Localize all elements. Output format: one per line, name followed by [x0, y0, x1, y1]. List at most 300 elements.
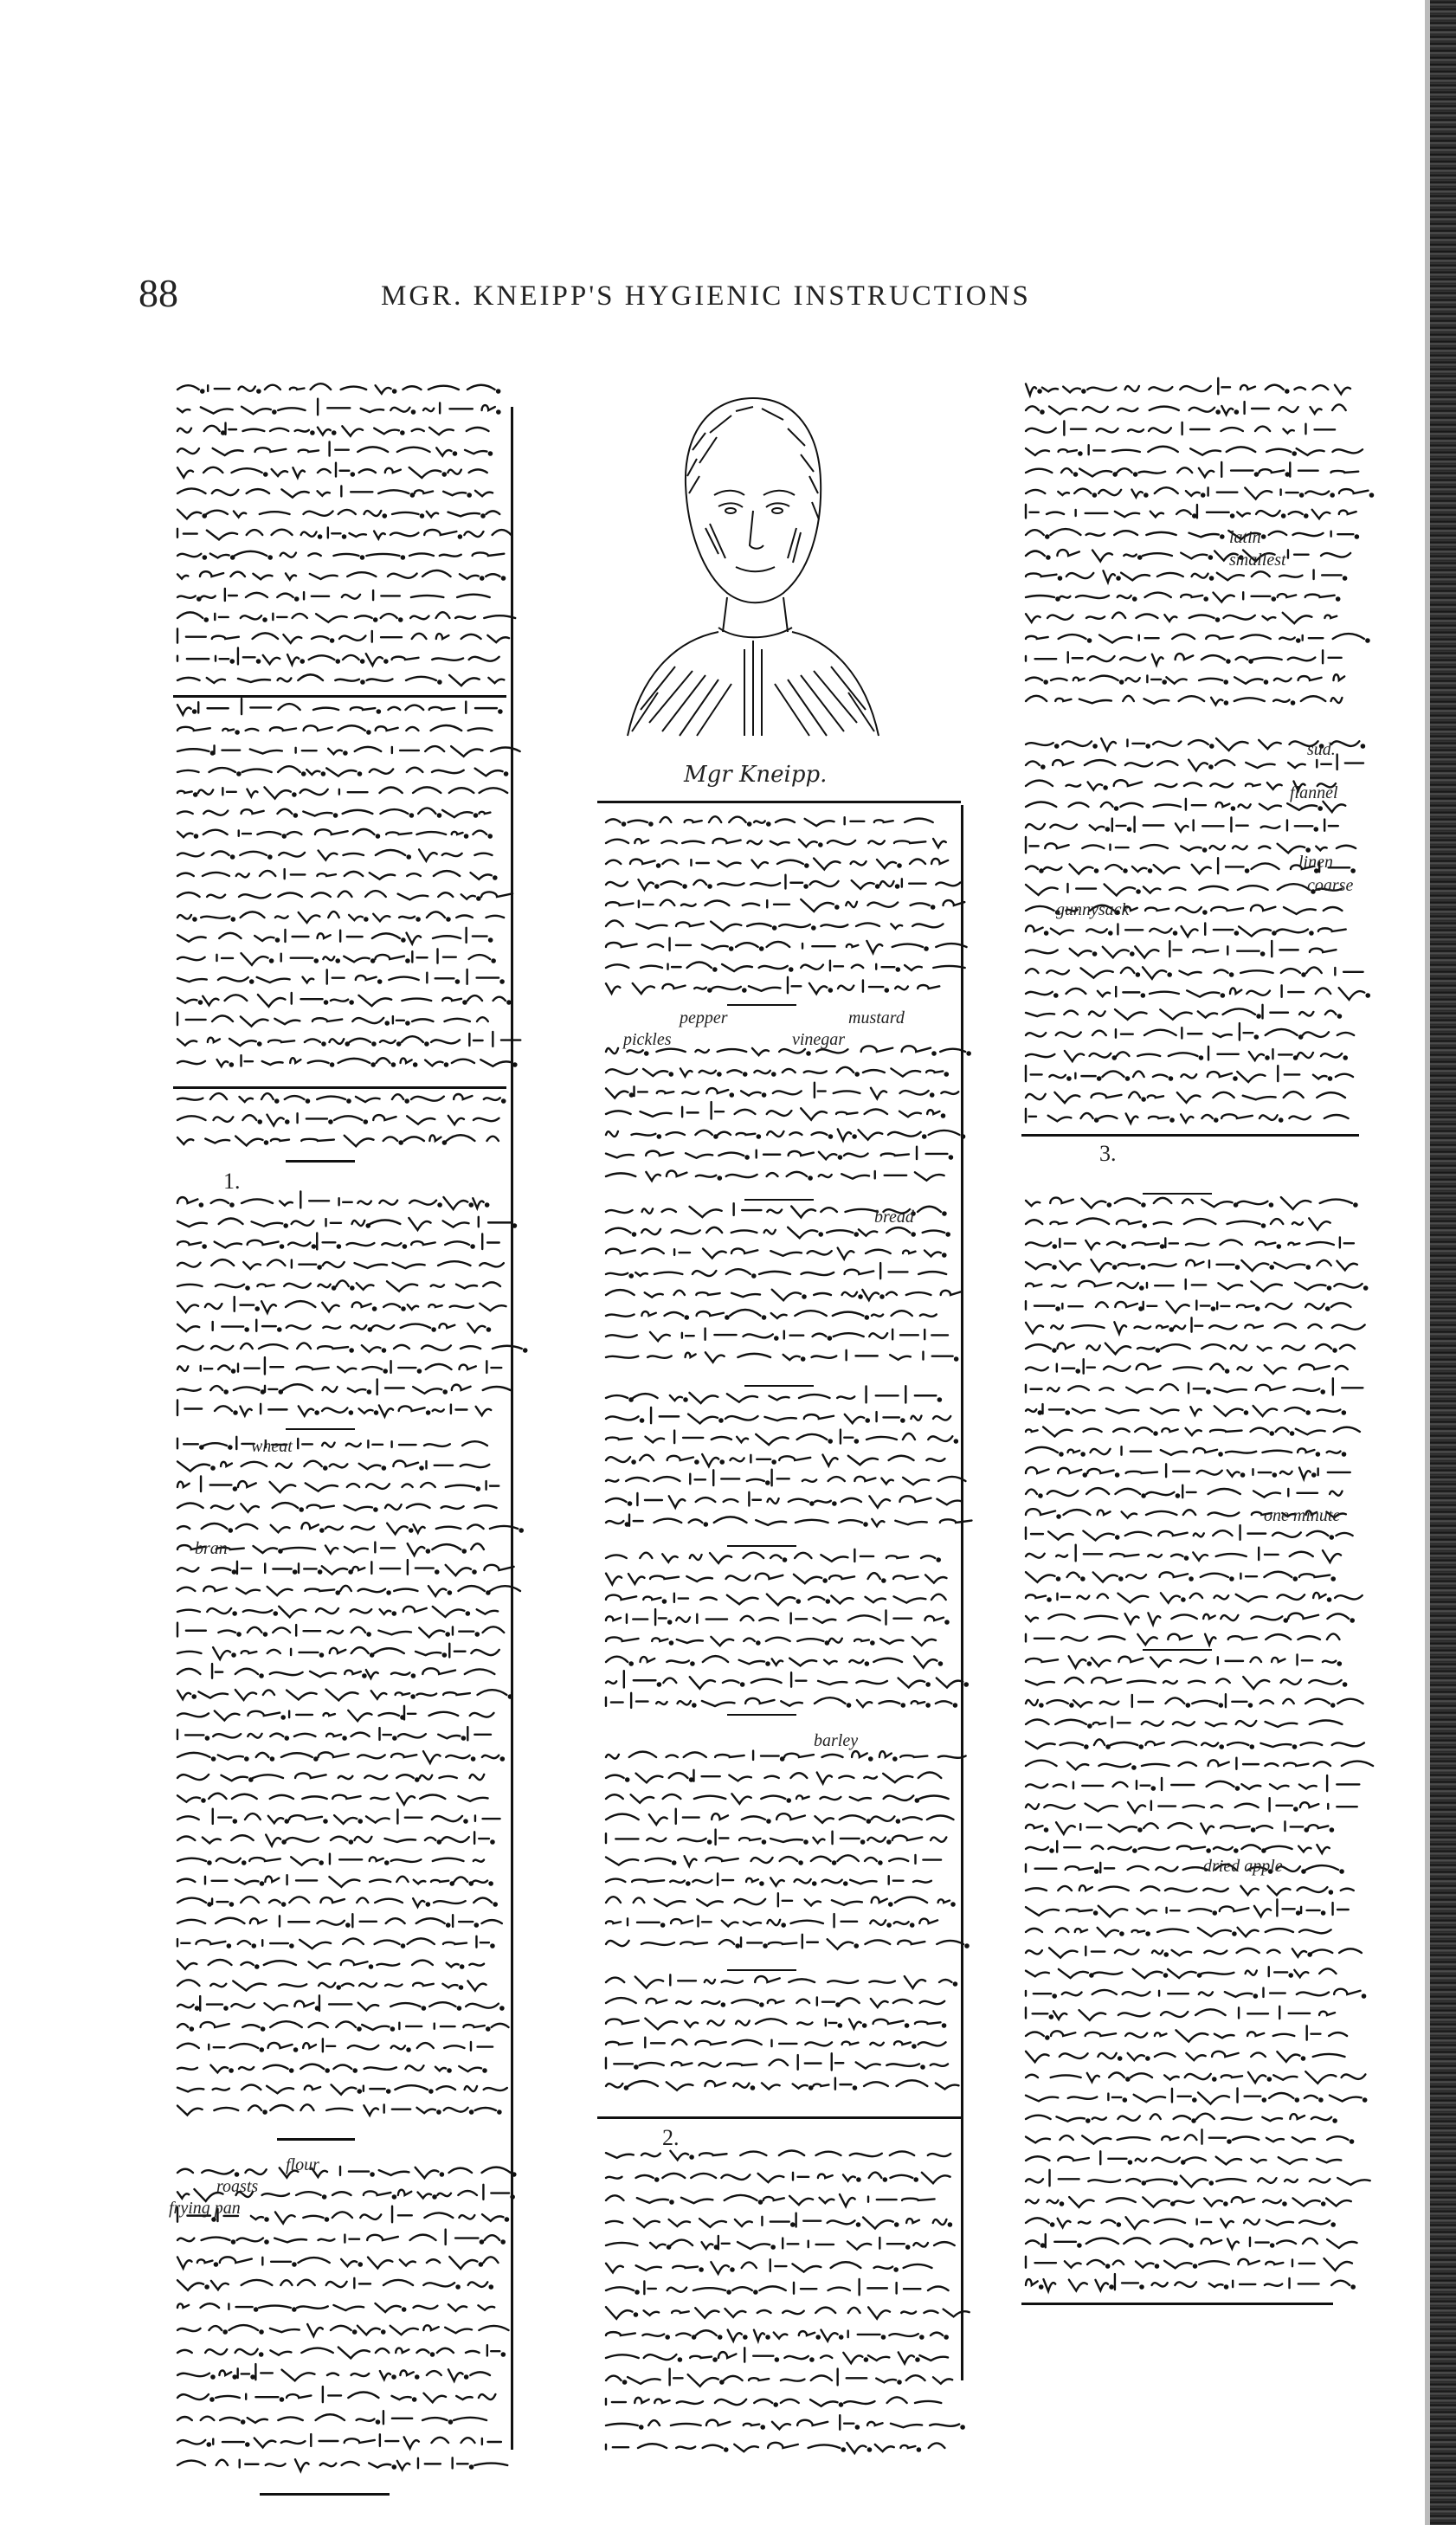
shorthand-stroke	[1154, 805, 1181, 807]
shorthand-stroke	[851, 861, 867, 865]
shorthand-stroke	[474, 1118, 499, 1121]
shorthand-stroke	[1299, 1012, 1313, 1016]
shorthand-stroke	[273, 1627, 290, 1633]
shorthand-stroke	[1093, 1973, 1122, 1974]
shorthand-stroke	[1116, 987, 1139, 996]
shorthand-stroke	[1044, 2279, 1056, 2291]
shorthand-stroke	[1132, 1930, 1145, 1932]
shorthand-stroke	[1049, 1948, 1077, 1957]
shorthand-stroke	[449, 2168, 473, 2173]
shorthand-stroke	[177, 1346, 203, 1350]
shorthand-stroke	[420, 1795, 445, 1799]
shorthand-stroke	[1053, 760, 1073, 765]
shorthand-stroke	[714, 1517, 747, 1523]
shorthand-stroke	[380, 1609, 391, 1614]
shorthand-dot	[1328, 1286, 1330, 1289]
shorthand-stroke	[372, 933, 400, 938]
shorthand-dot	[507, 1001, 510, 1003]
shorthand-stroke	[1189, 533, 1219, 538]
shorthand-stroke	[385, 1504, 402, 1510]
shorthand-dot	[1203, 911, 1206, 913]
shorthand-dot	[372, 1063, 375, 1066]
shorthand-dot	[752, 1274, 755, 1277]
shorthand-stroke	[888, 1132, 921, 1137]
shorthand-stroke	[1281, 489, 1298, 494]
shorthand-dot	[670, 1072, 673, 1075]
shorthand-stroke	[1238, 1201, 1268, 1204]
shorthand-dot	[1146, 2057, 1149, 2059]
shorthand-dot	[1235, 410, 1238, 413]
shorthand-stroke	[486, 1361, 501, 1373]
shorthand-stroke	[418, 808, 435, 814]
shorthand-stroke	[1132, 1695, 1153, 1707]
shorthand-stroke	[757, 1150, 780, 1158]
shorthand-dot	[1322, 1911, 1324, 1914]
shorthand-stroke	[451, 746, 482, 757]
shorthand-stroke	[231, 1835, 253, 1840]
shorthand-stroke	[1100, 1702, 1118, 1705]
shorthand-stroke	[235, 1879, 258, 1884]
shorthand-stroke	[670, 938, 692, 951]
shorthand-stroke	[784, 1331, 803, 1339]
shorthand-stroke	[1251, 2052, 1266, 2057]
shorthand-stroke	[1310, 949, 1337, 952]
shorthand-stroke	[711, 1637, 733, 1646]
shorthand-stroke	[177, 1775, 209, 1780]
shorthand-stroke	[466, 2351, 480, 2353]
shorthand-stroke	[447, 1963, 459, 1968]
shorthand-stroke	[403, 1607, 427, 1612]
shorthand-stroke	[1074, 489, 1091, 493]
shorthand-stroke	[205, 1139, 229, 1143]
word-mustard: mustard	[848, 1008, 905, 1027]
shorthand-stroke	[1112, 612, 1125, 618]
shorthand-stroke	[1309, 1218, 1330, 1229]
shorthand-stroke	[339, 1198, 352, 1205]
shorthand-dot	[943, 2024, 945, 2026]
shorthand-stroke	[1150, 1657, 1170, 1666]
shorthand-stroke	[889, 1876, 904, 1884]
shorthand-stroke	[792, 2264, 821, 2271]
shorthand-stroke	[1176, 510, 1191, 514]
shorthand-dot	[215, 2263, 217, 2265]
shorthand-stroke	[705, 2081, 725, 2086]
shorthand-stroke	[491, 747, 520, 751]
shorthand-stroke	[416, 2168, 439, 2178]
shorthand-stroke	[624, 1671, 656, 1687]
shorthand-stroke	[1189, 1383, 1205, 1393]
shorthand-stroke	[469, 955, 491, 959]
shorthand-stroke	[606, 2019, 639, 2024]
shorthand-stroke	[781, 1701, 802, 1705]
shorthand-dot	[718, 2335, 721, 2338]
shorthand-stroke	[903, 1478, 929, 1485]
shorthand-dot	[759, 2200, 762, 2203]
shorthand-dot	[1113, 1056, 1116, 1059]
shorthand-stroke	[1270, 1798, 1292, 1811]
shorthand-stroke	[1136, 2159, 1147, 2161]
shorthand-stroke	[390, 2326, 418, 2335]
shorthand-stroke	[913, 2243, 928, 2247]
shorthand-dot	[1245, 1411, 1247, 1414]
shorthand-dot	[1252, 1828, 1254, 1831]
shorthand-stroke	[1069, 1656, 1086, 1667]
shorthand-stroke	[284, 1284, 311, 1288]
shorthand-stroke	[265, 385, 280, 390]
shorthand-dot	[260, 2330, 262, 2333]
shorthand-stroke	[1166, 1464, 1189, 1477]
shorthand-dot	[901, 1419, 904, 1421]
shorthand-dot	[1047, 1598, 1050, 1601]
shorthand-stroke	[177, 1980, 199, 1986]
shorthand-stroke	[670, 2151, 688, 2160]
shorthand-stroke	[1065, 1051, 1084, 1061]
shorthand-stroke	[767, 1594, 795, 1606]
shorthand-stroke	[840, 2415, 854, 2429]
shorthand-stroke	[479, 1217, 512, 1227]
shorthand-stroke	[1316, 988, 1330, 994]
shorthand-stroke	[1279, 2006, 1310, 2019]
shorthand-stroke	[177, 628, 206, 642]
shorthand-stroke	[915, 2021, 941, 2024]
shorthand-stroke	[894, 841, 925, 843]
shorthand-stroke	[397, 448, 430, 452]
shorthand-stroke	[633, 1394, 657, 1398]
shorthand-stroke	[330, 1854, 362, 1865]
shorthand-stroke	[375, 955, 403, 959]
shorthand-dot	[208, 1903, 210, 1905]
shorthand-stroke	[1098, 1636, 1124, 1639]
shorthand-stroke	[1131, 2073, 1152, 2077]
shorthand-dot	[1050, 2015, 1053, 2018]
shorthand-stroke	[1099, 1887, 1129, 1891]
shorthand-stroke	[247, 789, 257, 797]
shorthand-stroke	[374, 1648, 404, 1653]
shorthand-dot	[246, 1286, 248, 1289]
shorthand-stroke	[877, 1412, 899, 1421]
shorthand-stroke	[482, 405, 495, 410]
shorthand-stroke	[1330, 471, 1358, 473]
shorthand-dot	[465, 2375, 467, 2378]
shorthand-stroke	[772, 1659, 783, 1665]
shorthand-dot	[775, 1337, 777, 1339]
shorthand-stroke	[177, 705, 191, 715]
shorthand-stroke	[759, 2286, 785, 2290]
shorthand-stroke	[747, 841, 762, 844]
shorthand-stroke	[941, 1291, 961, 1295]
shorthand-dot	[261, 2027, 264, 2030]
shorthand-stroke	[1264, 1572, 1292, 1577]
shorthand-dot	[1107, 1745, 1110, 1748]
shorthand-dot	[1040, 2285, 1042, 2288]
shorthand-stroke	[764, 1417, 796, 1420]
word-linen: linen	[1298, 853, 1333, 872]
shorthand-dot	[1278, 1245, 1280, 1247]
shorthand-stroke	[177, 978, 207, 982]
shorthand-stroke	[1238, 1928, 1259, 1937]
shorthand-dot	[1329, 1077, 1331, 1079]
shorthand-stroke	[606, 1833, 638, 1843]
shorthand-dot	[1077, 1369, 1079, 1372]
shorthand-dot	[1225, 2285, 1227, 2288]
shorthand-stroke	[1213, 593, 1234, 602]
shorthand-stroke	[903, 1433, 915, 1440]
shorthand-stroke	[300, 1940, 331, 1949]
shorthand-stroke	[1135, 1427, 1152, 1432]
shorthand-dot	[1187, 1704, 1189, 1706]
shorthand-stroke	[461, 1465, 490, 1467]
shorthand-stroke	[669, 1496, 686, 1507]
shorthand-stroke	[850, 1880, 876, 1884]
shorthand-stroke	[1132, 1242, 1158, 1245]
shorthand-stroke	[606, 1069, 637, 1074]
shorthand-stroke	[670, 1395, 682, 1401]
shorthand-stroke	[386, 1918, 405, 1923]
shorthand-stroke	[326, 1734, 341, 1736]
shorthand-stroke	[1183, 1510, 1195, 1515]
shorthand-dot	[854, 1135, 856, 1137]
shorthand-stroke	[606, 1941, 629, 1946]
shorthand-stroke	[789, 1659, 816, 1666]
shorthand-stroke	[1066, 785, 1080, 787]
shorthand-stroke	[1279, 576, 1302, 577]
shorthand-stroke	[685, 1856, 697, 1865]
shorthand-stroke	[351, 1527, 374, 1530]
shorthand-stroke	[374, 531, 385, 539]
shorthand-stroke	[1308, 1825, 1328, 1828]
shorthand-dot	[337, 959, 339, 962]
shorthand-stroke	[273, 614, 287, 620]
shorthand-stroke	[366, 1670, 378, 1678]
shorthand-stroke	[433, 1858, 464, 1861]
shorthand-stroke	[1184, 783, 1202, 786]
shorthand-stroke	[1169, 941, 1182, 957]
shorthand-dot	[320, 1861, 323, 1864]
shorthand-dot	[293, 2308, 295, 2310]
shorthand-stroke	[639, 901, 654, 908]
shorthand-stroke	[933, 839, 946, 847]
shorthand-stroke	[1115, 1198, 1140, 1203]
shorthand-stroke	[809, 1597, 824, 1600]
shorthand-dot	[1202, 493, 1204, 496]
shorthand-dot	[628, 1502, 631, 1504]
shorthand-dot	[1307, 848, 1310, 851]
shorthand-dot	[1328, 1598, 1330, 1601]
shorthand-stroke	[383, 1304, 400, 1307]
shorthand-dot	[397, 1042, 400, 1045]
shorthand-dot	[766, 1481, 769, 1484]
shorthand-dot	[833, 1502, 835, 1504]
shorthand-dot	[1093, 493, 1096, 496]
shorthand-stroke	[446, 2230, 479, 2245]
shorthand-stroke	[1208, 1047, 1239, 1060]
shorthand-stroke	[1051, 679, 1066, 680]
shorthand-stroke	[452, 1060, 474, 1063]
shorthand-stroke	[802, 1479, 816, 1481]
shorthand-stroke	[331, 2326, 351, 2330]
shorthand-stroke	[815, 2308, 835, 2313]
shorthand-dot	[686, 1882, 689, 1884]
shorthand-stroke	[286, 1838, 319, 1842]
shorthand-dot	[1137, 890, 1139, 892]
shorthand-dot	[1254, 1994, 1257, 1997]
shorthand-stroke	[733, 2084, 749, 2088]
shorthand-stroke	[654, 1477, 680, 1481]
shorthand-dot	[414, 1063, 416, 1066]
shorthand-dot	[857, 2223, 860, 2225]
shorthand-stroke	[376, 726, 398, 731]
shorthand-stroke	[1334, 1284, 1362, 1287]
shorthand-dot	[715, 2245, 718, 2248]
shorthand-dot	[1053, 1245, 1056, 1247]
shorthand-stroke	[889, 1456, 914, 1460]
shorthand-stroke	[403, 386, 421, 390]
shorthand-dot	[465, 834, 467, 837]
shorthand-dot	[626, 1523, 628, 1525]
shorthand-stroke	[706, 1227, 722, 1233]
shorthand-stroke	[177, 1116, 206, 1120]
shorthand-stroke	[606, 1356, 638, 1358]
shorthand-stroke	[369, 2463, 390, 2467]
shorthand-stroke	[1342, 1762, 1373, 1766]
shorthand-stroke	[1141, 845, 1168, 848]
shorthand-dot	[1138, 1828, 1141, 1831]
shorthand-stroke	[1181, 595, 1202, 597]
shorthand-stroke	[1313, 2054, 1345, 2057]
shorthand-stroke	[735, 1899, 765, 1904]
shorthand-stroke	[241, 1016, 268, 1026]
shorthand-stroke	[1263, 1005, 1288, 1019]
shorthand-stroke	[1066, 573, 1093, 578]
shorthand-dot	[1046, 2036, 1048, 2039]
shorthand-stroke	[1220, 1906, 1249, 1911]
shorthand-stroke	[730, 1458, 744, 1461]
shorthand-stroke	[422, 2418, 447, 2420]
shorthand-dot	[347, 1099, 350, 1102]
word-roasts: roasts	[216, 2177, 259, 2196]
shorthand-stroke	[335, 680, 359, 681]
shorthand-stroke	[338, 1059, 370, 1063]
shorthand-dot	[1272, 597, 1275, 600]
shorthand-dot	[1147, 1932, 1150, 1935]
shorthand-stroke	[688, 2374, 718, 2387]
shorthand-dot	[1234, 1077, 1236, 1079]
shorthand-stroke	[1138, 1847, 1169, 1850]
shorthand-dot	[789, 968, 792, 970]
shorthand-dot	[1057, 1577, 1060, 1580]
shorthand-stroke	[1240, 1886, 1258, 1895]
shorthand-stroke	[872, 1816, 895, 1820]
shorthand-stroke	[1341, 1889, 1354, 1891]
shorthand-stroke	[1211, 698, 1222, 705]
shorthand-stroke	[1085, 1616, 1117, 1619]
shorthand-stroke	[873, 2019, 904, 2024]
shorthand-stroke	[676, 922, 704, 926]
shorthand-dot	[954, 1982, 957, 1985]
shorthand-dot	[329, 1120, 332, 1123]
shorthand-stroke	[1337, 1033, 1354, 1035]
shorthand-stroke	[937, 1678, 963, 1687]
shorthand-stroke	[606, 860, 621, 864]
shorthand-stroke	[1299, 1574, 1330, 1577]
shorthand-stroke	[328, 749, 342, 754]
shorthand-dot	[1279, 1118, 1282, 1121]
shorthand-stroke	[1332, 449, 1363, 453]
shorthand-stroke	[691, 2174, 716, 2178]
shorthand-stroke	[1047, 2200, 1059, 2203]
shorthand-stroke	[682, 841, 704, 843]
shorthand-stroke	[1288, 1243, 1299, 1245]
shorthand-dot	[1290, 1974, 1292, 1976]
shorthand-dot	[855, 1944, 858, 1947]
shorthand-stroke	[1305, 595, 1335, 597]
shorthand-dot	[945, 1620, 948, 1623]
shorthand-stroke	[404, 2437, 419, 2448]
shorthand-stroke	[1208, 1489, 1240, 1494]
shorthand-stroke	[1293, 1388, 1319, 1390]
shorthand-stroke	[479, 2326, 508, 2330]
shorthand-dot	[869, 1757, 872, 1760]
shorthand-stroke	[1327, 1452, 1341, 1453]
shorthand-stroke	[1026, 1971, 1049, 1977]
shorthand-dot	[265, 1141, 267, 1143]
shorthand-stroke	[842, 1292, 857, 1297]
shorthand-dot	[387, 1591, 390, 1594]
shorthand-dot	[203, 514, 206, 517]
shorthand-stroke	[1218, 1283, 1242, 1289]
shorthand-stroke	[362, 2025, 389, 2030]
shorthand-dot	[1257, 1015, 1260, 1017]
shorthand-stroke	[1177, 1845, 1205, 1849]
shorthand-stroke	[339, 635, 365, 640]
shorthand-dot	[1210, 744, 1213, 747]
shorthand-dot	[280, 1245, 283, 1247]
shorthand-stroke	[366, 1484, 390, 1489]
shorthand-dot	[1170, 1328, 1173, 1330]
shorthand-stroke	[1125, 1532, 1151, 1536]
shorthand-stroke	[207, 895, 225, 899]
shorthand-dot	[320, 1529, 323, 1531]
shorthand-stroke	[690, 1207, 722, 1217]
shorthand-dot	[486, 2027, 489, 2030]
shorthand-stroke	[177, 1241, 201, 1245]
shorthand-stroke	[809, 2444, 841, 2448]
shorthand-stroke	[1064, 1011, 1078, 1015]
shorthand-stroke	[762, 2083, 780, 2089]
shorthand-dot	[1039, 1411, 1041, 1414]
shorthand-dot	[906, 2245, 909, 2248]
shorthand-stroke	[1197, 1471, 1222, 1475]
shorthand-stroke	[738, 1354, 770, 1357]
shorthand-stroke	[222, 729, 234, 731]
shorthand-dot	[412, 1695, 415, 1697]
shorthand-stroke	[1246, 783, 1260, 786]
shorthand-dot	[882, 2335, 885, 2338]
shorthand-stroke	[1239, 804, 1251, 808]
shorthand-stroke	[240, 852, 267, 855]
shorthand-stroke	[636, 2265, 661, 2271]
shorthand-stroke	[373, 914, 390, 921]
shorthand-stroke	[319, 1752, 349, 1757]
shorthand-stroke	[681, 2198, 712, 2203]
shorthand-stroke	[177, 770, 199, 772]
shorthand-stroke	[1105, 884, 1135, 895]
shorthand-stroke	[770, 841, 789, 845]
shorthand-stroke	[177, 409, 190, 412]
shorthand-stroke	[353, 829, 375, 834]
shorthand-dot	[1053, 1994, 1056, 1997]
shorthand-stroke	[299, 1406, 313, 1415]
